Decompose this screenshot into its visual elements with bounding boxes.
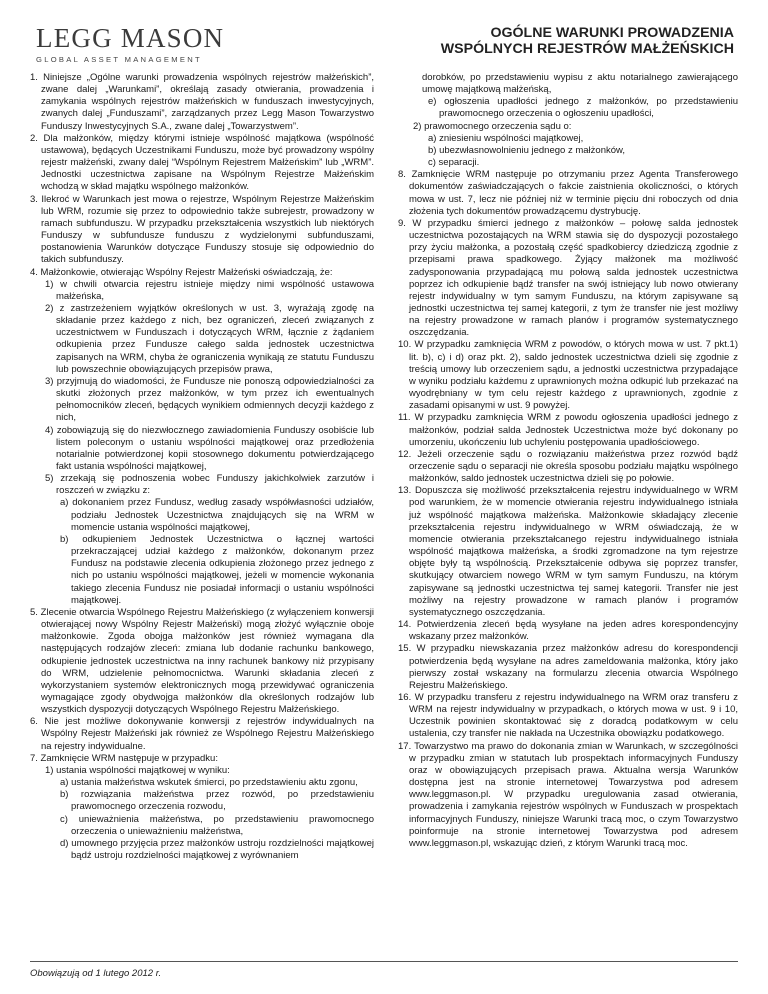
list-item: c) separacji. bbox=[428, 157, 480, 169]
left-text-column bbox=[30, 72, 374, 862]
list-item: b) odkupieniem Jednostek Uczestnictwa o łącznej wartości przekraczającej udział każdego z małżonków, dokonanym przez Fundusz na podstawie zlecenia odkupienia złożonego przez jednego z nich po ustaniu wspólności majątkowej, jeżeli w momencie wykonania takiego zlecenia Fundusz nie posiadał informacji o ustaniu wspólności majątkowej. bbox=[60, 533, 374, 606]
footer-divider bbox=[30, 961, 738, 962]
numbered-paragraph: 10. W przypadku zamknięcia WRM z powodów, o których mowa w ust. 7 pkt.1) lit. b), c) i d) oraz pkt. 2), saldo jednostek uczestnictwa dzieli się zgodnie z treścią umowy lub orzeczeniem sądu, a jednostki uczestnictwa przypadające w wyniku podziału każdemu z uprawnionych można odkupić lub przekazać na wyodrębniany w tym celu rejestr każdego z uprawnionych, zgodnie z zasadami opisanymi w ust. 9 powyżej. bbox=[398, 339, 738, 412]
list-item: c) unieważnienia małżeństwa, po przedstawieniu prawomocnego orzeczenia o unieważnieniu małżeństwa, bbox=[60, 813, 374, 837]
list-item: 1) ustania wspólności majątkowej w wyniku: bbox=[45, 764, 230, 776]
list-item: a) zniesieniu wspólności majątkowej, bbox=[428, 132, 584, 144]
numbered-paragraph: 3. Ilekroć w Warunkach jest mowa o rejestrze, Wspólnym Rejestrze Małżeńskim lub WRM, rozumie się przez to odpowiednio także subrejestr, prowadzony w ramach subfunduszu. W przypadku przekształcenia wszystkich lub niektórych Funduszy w subfundusze funduszu z wydzielonymi subfunduszami, postanowienia Warunków dotyczące Funduszy stosuje się odpowiednio do takich subfunduszy. bbox=[30, 193, 374, 266]
logo-tagline: GLOBAL ASSET MANAGEMENT bbox=[36, 55, 202, 64]
list-item: 4) zobowiązują się do niezwłocznego zawiadomienia Funduszy osobiście lub listem poleconym o ustaniu wspólności majątkowej oraz przedłożenia notarialnie potwierdzonej kopii stosownego dokumentu potwierdzającego fakt ustania wspólności majątkowej, bbox=[45, 424, 374, 472]
document-title-line-1: OGÓLNE WARUNKI PROWADZENIA bbox=[490, 25, 734, 41]
list-item: 1) w chwili otwarcia rejestru istnieje między nimi wspólność ustawowa małżeńska, bbox=[45, 278, 374, 302]
list-item: 2) prawomocnego orzeczenia sądu o: bbox=[413, 120, 572, 132]
list-item: e) ogłoszenia upadłości jednego z małżonków, po przedstawieniu prawomocnego orzeczenia o ogłoszeniu upadłości, bbox=[428, 96, 738, 120]
numbered-paragraph: 1. Niniejsze „Ogólne warunki prowadzenia wspólnych rejestrów małżeńskich”, zwane dalej „Warunkami”, określają zasady otwierania, prowadzenia i zamykania wspólnych rejestrów małżeńskich w funduszach inwestycyjnych, zwanych dalej „Funduszami”, zarządzanych przez Legg Mason Towarzystwo Funduszy Inwestycyjnych S.A., zwane dalej „Towarzystwem”. bbox=[30, 72, 374, 132]
document-title bbox=[441, 25, 734, 57]
legg-mason-logo bbox=[36, 24, 236, 64]
numbered-paragraph: 17. Towarzystwo ma prawo do dokonania zmian w Warunkach, w szczególności w przypadku zmian w statutach lub prospektach informacyjnych Funduszy oraz w obowiązujących przepisach prawa. Aktualna wersja Warunków dostępna jest na stronie internetowej Towarzystwa pod adresem www.leggmason.pl. W przypadku uregulowania zasad otwierania, prowadzenia i zamykania rejestrów wspólnych w Funduszach w prospektach informacyjnych Funduszy, niniejsze Warunki tracą moc, o czym Towarzystwo poinformuje na stronie internetowej Towarzystwa pod adresem www.leggmason.pl, wskazując dzień, z którym Warunki tracą moc. bbox=[398, 740, 738, 849]
numbered-paragraph: 14. Potwierdzenia zleceń będą wysyłane na jeden adres korespondencyjny wskazany przez małżonków. bbox=[398, 619, 738, 643]
numbered-paragraph: 5. Zlecenie otwarcia Wspólnego Rejestru Małżeńskiego (z wyłączeniem konwersji otwierającej nowy Wspólny Rejestr Małżeński) mogą złożyć wyłącznie oboje małżonkowie. Zgoda obojga małżonków jest również wymagana dla następujących rodzajów zleceń: zmiana lub dodanie rachunku bankowego, odkupienie jednostek uczestnictwa na inny rachunek bankowy niż przypisany do WRM, udzielenie pełnomocnictwa. Warunki składania zleceń z wykorzystaniem systemów elektronicznych mogą przewidywać ograniczenia wymagające zgody obydwojga małżonków dla określonych rodzajów lub wszystkich dyspozycji dotyczących Wspólnego Rejestru Małżeńskiego. bbox=[30, 606, 374, 716]
right-text-column bbox=[398, 72, 738, 850]
numbered-paragraph: 12. Jeżeli orzeczenie sądu o rozwiązaniu małżeństwa przez rozwód bądź orzeczenie sądu o separacji nie określa sposobu podziału majątku wspólnego małżonków, saldo jednostek uczestnictwa dzieli się po połowie. bbox=[398, 448, 738, 485]
numbered-paragraph: 16. W przypadku transferu z rejestru indywidualnego na WRM oraz transferu z WRM na rejestr indywidualny w przypadkach, o których mowa w ust. 9 i 10, Uczestnik powinien skontaktować się z doradcą podatkowym w celu ustalenia, czy transfer nie nakłada na Uczestnika obowiązku podatkowego. bbox=[398, 691, 738, 740]
numbered-paragraph: 15. W przypadku niewskazania przez małżonków adresu do korespondencji potwierdzenia będą wysyłane na adres zameldowania małżonka, który jako pierwszy został wskazany na formularzu zlecenia otwarcia Wspólnego Rejestru Małżeńskiego. bbox=[398, 643, 738, 691]
logo-wordmark: LEGG MASON bbox=[36, 23, 225, 53]
list-item: b) rozwiązania małżeństwa przez rozwód, po przedstawieniu prawomocnego orzeczenia rozwodu, bbox=[60, 789, 374, 813]
numbered-paragraph: 8. Zamknięcie WRM następuje po otrzymaniu przez Agenta Transferowego dokumentów zaświadczających o fakcie zaistnienia okoliczności, o których mowa w ust. 7, lecz nie później niż w terminie pięciu dni roboczych od dnia złożenia tych dokumentów prowadzącemu dystrybucję. bbox=[398, 169, 738, 217]
numbered-paragraph: 2. Dla małżonków, między którymi istnieje wspólność majątkowa (wspólność ustawowa), będących Uczestnikami Funduszu, może być prowadzony wspólny rejestr małżeński, zwany dalej “Wspólnym Rejestrem Małżeńskim” lub „WRM”. Jednostki uczestnictwa zapisane na Wspólnym Rejestrze Małżeńskim wchodzą w skład majątku wspólnego małżonków. bbox=[30, 132, 374, 193]
list-item: a) ustania małżeństwa wskutek śmierci, po przedstawieniu aktu zgonu, bbox=[60, 777, 358, 789]
document-title-line-2: WSPÓLNYCH REJESTRÓW MAŁŻEŃSKICH bbox=[440, 41, 734, 57]
list-item: dorobków, po przedstawieniu wypisu z aktu notarialnego zawierającego umowę majątkową małżeńską, bbox=[422, 72, 738, 96]
numbered-paragraph: 4. Małżonkowie, otwierając Wspólny Rejestr Małżeński oświadczają, że: bbox=[30, 266, 333, 278]
list-item: b) ubezwłasnowolnieniu jednego z małżonków, bbox=[428, 144, 625, 156]
list-item: d) umownego przyjęcia przez małżonków ustroju rozdzielności majątkowej bądź ustroju rozdzielności majątkowej z wyrównaniem bbox=[60, 837, 374, 861]
numbered-paragraph: 9. W przypadku śmierci jednego z małżonków – połowę salda jednostek uczestnictwa pozostających na WRM stawia się do dyspozycji pozostałego przy życiu małżonka, a pozostałą część spadkobiercy dziedziczą zgodnie z przepisami prawa spadkowego. Żyjący małżonek ma możliwość zadysponowania przypadającą mu połową salda jednostek uczestnictwa poprzez ich odkupienie bądź transfer na swój istniejący lub nowo otwierany rejestr indywidualny w tym samym Funduszu, na którym zapisywane są jednostki uczestnictwa tej samej kategorii, z tym że transfer nie jest możliwy na rejestry prowadzone w ramach planów i programów systematycznego oszczędzania. bbox=[398, 217, 738, 339]
list-item: a) dokonaniem przez Fundusz, według zasady współwłasności udziałów, podziału Jednostek Uczestnictwa znajdujących się na WRM w momencie ustania wspólności majątkowej, bbox=[60, 497, 374, 533]
numbered-paragraph: 6. Nie jest możliwe dokonywanie konwersji z rejestrów indywidualnych na Wspólny Rejestr Małżeński jak również ze Wspólnego Rejestru Małżeńskiego na rejestry indywidualne. bbox=[30, 716, 374, 752]
list-item: 3) przyjmują do wiadomości, że Fundusze nie ponoszą odpowiedzialności za skutki złożonych przez małżonków, w tym przez ich ewentualnych pełnomocników zleceń, będących wynikiem odmiennych decyzji każdego z nich, bbox=[45, 375, 374, 424]
numbered-paragraph: 11. W przypadku zamknięcia WRM z powodu ogłoszenia upadłości jednego z małżonków, podział salda Jednostek Uczestnictwa może być dokonany po umorzeniu, ukończeniu lub uchyleniu postępowania upadłościowego. bbox=[398, 412, 738, 448]
list-item: 5) zrzekają się podnoszenia wobec Funduszy jakichkolwiek zarzutów i roszczeń w związku z: bbox=[45, 473, 374, 497]
numbered-paragraph: 7. Zamknięcie WRM następuje w przypadku: bbox=[30, 752, 218, 764]
list-item: 2) z zastrzeżeniem wyjątków określonych w ust. 3, wyrażają zgodę na składanie przez każdego z nich, bez ograniczeń, zleceń związanych z uczestnictwem w Funduszach i dotyczących WRM, łącznie z żądaniem odkupienia przez Fundusze całego salda jednostek uczestnictwa zapisanych na WRM, chyba że ograniczenia wynikają ze statutu Funduszu lub powszechnie obowiązujących przepisów prawa, bbox=[45, 302, 374, 375]
numbered-paragraph: 13. Dopuszcza się możliwość przekształcenia rejestru indywidualnego w WRM pod warunkiem, że w momencie otwierania rejestru indywidualnego istniała już wspólność majątkowa małżeńska. Małżonkowie składający zlecenie przekształcenia rejestru indywidualnego w WRM oświadczają, że w momencie otwierania przekształcanego rejestru indywidualnego istniała wspólność majątkowa małżeńska, a środki zgromadzone na tym rejestrze objęte były tą wspólnością. Przekształcenie odbywa się poprzez transfer, skutkujący otwarciem nowego WRM w tym samym Funduszu, na którym zapisywane są jednostki uczestnictwa tej samej kategorii. Transfer nie jest możliwy na rejestry prowadzone w ramach planów i programów systematycznego oszczędzania. bbox=[398, 485, 738, 618]
effective-date-note: Obowiązują od 1 lutego 2012 r. bbox=[30, 968, 162, 979]
